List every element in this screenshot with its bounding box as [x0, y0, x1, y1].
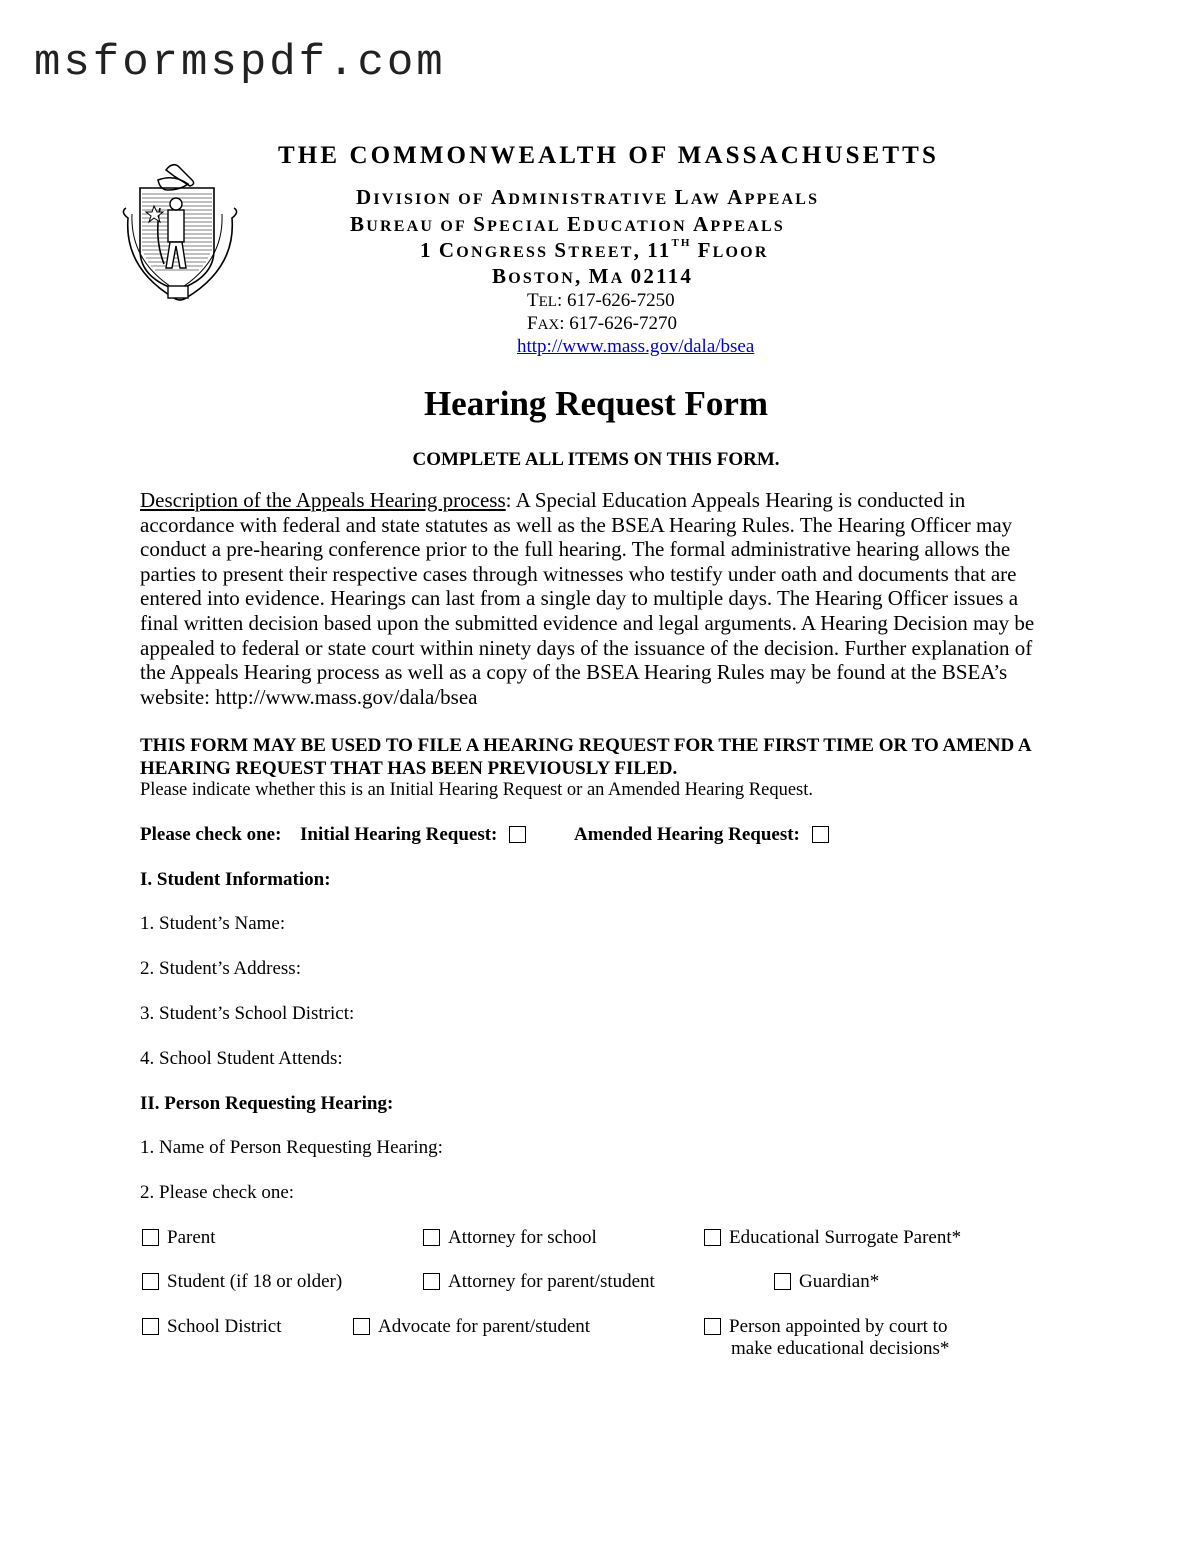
attorney-school-checkbox[interactable]	[423, 1229, 440, 1246]
requester-name-field[interactable]: 1. Name of Person Requesting Hearing:	[140, 1137, 443, 1158]
small-caps-text: BUREAU OF SPECIAL EDUCATION APPEALS	[350, 212, 785, 236]
initial-request-checkbox[interactable]	[509, 826, 526, 843]
small-caps-text: FAX:	[527, 313, 565, 334]
advocate-checkbox[interactable]	[353, 1318, 370, 1335]
court-appointee-label-line2: make educational decisions*	[731, 1338, 950, 1359]
court-appointee-checkbox[interactable]	[704, 1318, 721, 1335]
amended-request-label: Amended Hearing Request:	[574, 824, 800, 845]
small-caps-text: 1 CONGRESS STREET, 11	[420, 238, 672, 262]
student-label: Student (if 18 or older)	[167, 1271, 343, 1292]
requester-check-prompt: 2. Please check one:	[140, 1182, 295, 1203]
section-requester-heading: II. Person Requesting Hearing:	[140, 1093, 394, 1114]
student-address-field[interactable]: 2. Student’s Address:	[140, 958, 301, 979]
attorney-parent-label: Attorney for parent/student	[448, 1271, 655, 1292]
surrogate-parent-checkbox[interactable]	[704, 1229, 721, 1246]
guardian-label: Guardian*	[799, 1271, 880, 1292]
student-checkbox[interactable]	[142, 1273, 159, 1290]
city-address	[492, 264, 693, 289]
telephone-number: 617-626-7250	[566, 290, 675, 311]
attorney-school-label: Attorney for school	[448, 1227, 597, 1248]
form-title: Hearing Request Form	[423, 384, 769, 423]
ordinal-suffix: TH	[671, 237, 692, 249]
bsea-website-link[interactable]: http://www.mass.gov/dala/bsea	[517, 336, 755, 357]
small-caps-text: TEL:	[527, 290, 563, 311]
guardian-checkbox[interactable]	[774, 1273, 791, 1290]
student-district-field[interactable]: 3. Student’s School District:	[140, 1003, 355, 1024]
filing-notice-subtext: Please indicate whether this is an Initial Hearing Request or an Amended Hearing Request.	[140, 780, 814, 800]
surrogate-parent-label: Educational Surrogate Parent*	[729, 1227, 962, 1248]
filing-notice: THIS FORM MAY BE USED TO FILE A HEARING REQUEST FOR THE FIRST TIME OR TO AMEND A HEARING REQUEST THAT HAS BEEN PREVIOUSLY FILED.	[140, 735, 1031, 779]
fax-line	[527, 313, 677, 335]
court-appointee-label-line1: Person appointed by court to	[729, 1316, 948, 1337]
commonwealth-heading: THE COMMONWEALTH OF MASSACHUSETTS	[278, 142, 939, 169]
student-name-field[interactable]: 1. Student’s Name:	[140, 913, 286, 934]
massachusetts-seal-logo	[118, 158, 238, 303]
bureau-heading	[350, 212, 785, 237]
division-heading	[356, 185, 819, 210]
section-student-heading: I. Student Information:	[140, 869, 331, 890]
attorney-parent-checkbox[interactable]	[423, 1273, 440, 1290]
parent-label: Parent	[167, 1227, 216, 1248]
parent-checkbox[interactable]	[142, 1229, 159, 1246]
street-address	[420, 237, 769, 263]
small-caps-text: FLOOR	[697, 238, 769, 262]
small-caps-text: DIVISION OF ADMINISTRATIVE LAW APPEALS	[356, 185, 820, 209]
amended-request-checkbox[interactable]	[812, 826, 829, 843]
watermark-text: msformspdf.com	[34, 38, 446, 88]
student-school-field[interactable]: 4. School Student Attends:	[140, 1048, 343, 1069]
advocate-label: Advocate for parent/student	[378, 1316, 591, 1337]
description-text: : A Special Education Appeals Hearing is conducted in accordance with federal and state statutes as well as the BSEA Hearing Rules. The Hearing Officer may conduct a pre-hearing conference prior to the full hearing. The formal administrative hearing allows the parties to present their respective cases through witnesses who testify under oath and documents that are entered into evidence. Hearings can last from a single day to multiple days. The Hearing Officer issues a final written decision based upon the submitted evidence and legal arguments. A Hearing Decision may be appealed to federal or state court within ninety days of the issuance of the decision. Further explanation of the Appeals Hearing process as well as a copy of the BSEA Hearing Rules may be found at the BSEA’s website: http://www.mass.gov/dala/bsea	[140, 488, 1035, 709]
small-caps-text: BOSTON, MA 02114	[492, 264, 694, 288]
process-description	[140, 488, 1060, 709]
initial-request-label: Initial Hearing Request:	[300, 824, 498, 845]
description-label: Description of the Appeals Hearing process	[140, 488, 506, 512]
request-type-prompt: Please check one:	[140, 824, 282, 845]
fax-number: 617-626-7270	[569, 313, 677, 334]
school-district-checkbox[interactable]	[142, 1318, 159, 1335]
telephone-line	[527, 290, 675, 312]
school-district-label: School District	[167, 1316, 282, 1337]
complete-instruction: COMPLETE ALL ITEMS ON THIS FORM.	[412, 449, 780, 470]
